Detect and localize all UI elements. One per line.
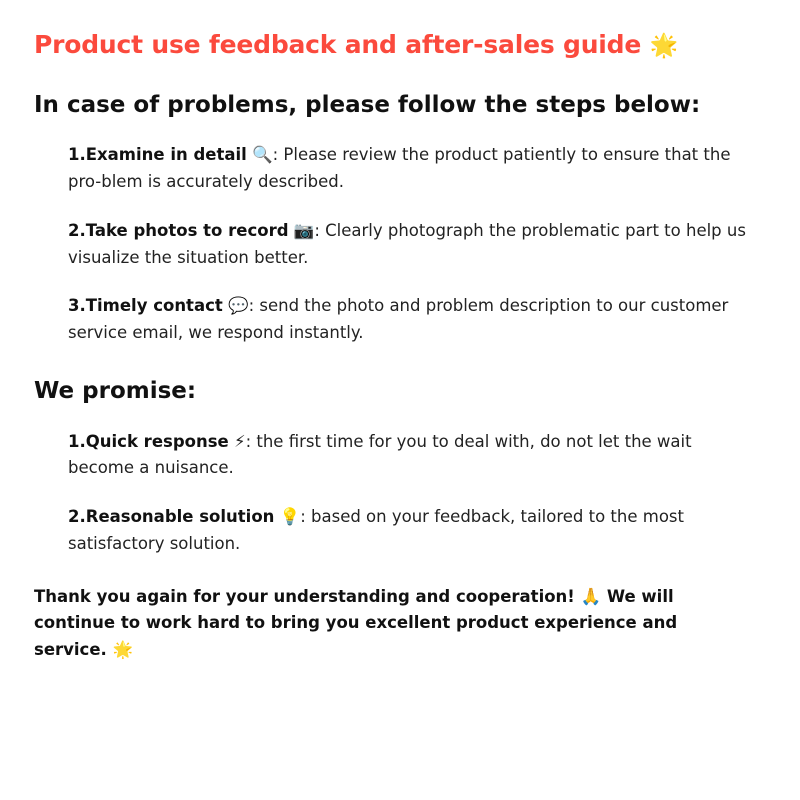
section-heading-promise: We promise: (34, 377, 197, 404)
step-text: : the first time for you to deal with, do not let the wait become a nuisance. (68, 431, 692, 478)
star-icon: 🌟 (112, 640, 134, 659)
closing-text-1: Thank you again for your understanding and cooperation! (34, 586, 575, 606)
page-title (34, 30, 766, 61)
praying-hands-icon: 🙏 (580, 586, 602, 606)
step-lead: 3.Timely contact (68, 296, 223, 316)
list-item (34, 218, 766, 271)
step-text: : Clearly photograph the problematic part to help us visualize the situation better. (68, 220, 746, 267)
step-lead: 2.Reasonable solution (68, 507, 275, 527)
step-text: : send the photo and problem description to our customer service email, we respond instantly. (68, 296, 729, 343)
speech-bubble-icon: 💬 (228, 296, 249, 316)
section-heading-problems: In case of problems, please follow the steps below: (34, 91, 701, 118)
list-item (34, 504, 766, 557)
lightning-icon: ⚡ (233, 431, 246, 451)
camera-icon: 📷 (293, 220, 315, 240)
closing-paragraph (34, 584, 766, 664)
closing-text-2: We will continue to work hard to bring you excellent product experience and service. (34, 586, 678, 659)
list-item (34, 293, 766, 346)
step-text: : Please review the product patiently to ensure that the pro-blem is accurately described. (68, 145, 731, 192)
step-lead: 2.Take photos to record (68, 220, 289, 240)
lightbulb-icon: 💡 (279, 507, 301, 527)
star-icon: 🌟 (649, 33, 679, 59)
steps-list-problems (34, 142, 766, 346)
page-title-text: Product use feedback and after-sales guide (34, 30, 642, 59)
list-item (34, 142, 766, 195)
list-item (34, 429, 766, 482)
step-text: : based on your feedback, tailored to the most satisfactory solution. (68, 507, 684, 553)
step-lead: 1.Quick response (68, 431, 229, 451)
step-lead: 1.Examine in detail (68, 145, 247, 165)
magnifier-icon: 🔍 (252, 145, 273, 165)
steps-list-promise (34, 429, 766, 558)
